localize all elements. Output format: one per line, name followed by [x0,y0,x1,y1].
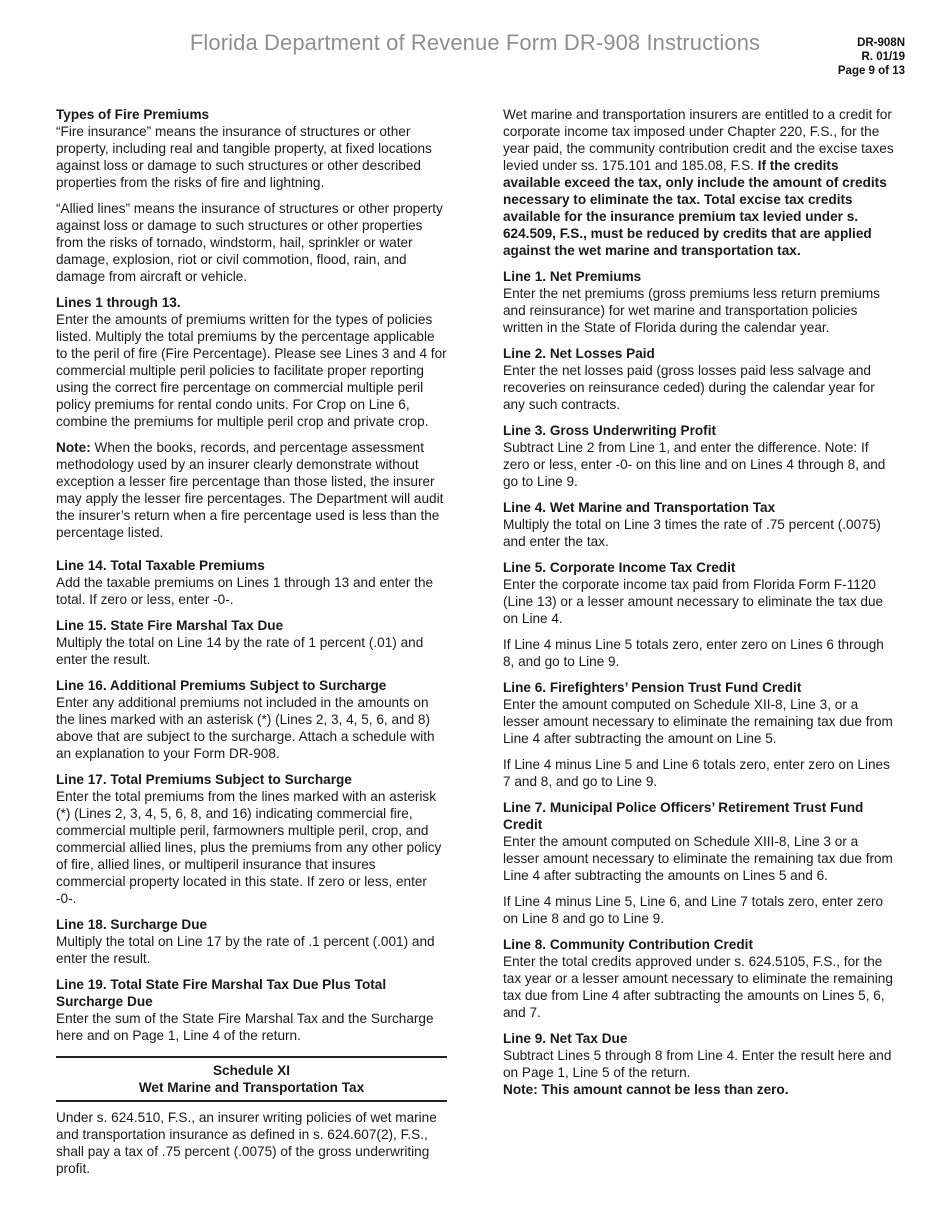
right-column [503,106,895,1107]
section-text: Enter the amount computed on Schedule XII-8, Line 3, or a lesser amount necessary to eliminate the remaining tax due from Line 4 after subtracting the amount on Line 5. [503,697,893,746]
line-15-section [56,617,447,668]
line-6-section [503,679,895,790]
section-text: Multiply the total on Line 14 by the rate of 1 percent (.01) and enter the result. [56,635,424,667]
section-heading: Line 7. Municipal Police Officers’ Retirement Trust Fund Credit [503,800,864,832]
credits-intro-paragraph [503,106,895,259]
revision-date: R. 01/19 [861,51,905,63]
section-heading: Line 5. Corporate Income Tax Credit [503,560,736,575]
schedule-title: Schedule XI [212,1063,291,1078]
schedule-subtitle: Wet Marine and Transportation Tax [138,1080,365,1095]
section-heading: Line 16. Additional Premiums Subject to Surcharge [56,678,387,693]
section-text: Enter the net losses paid (gross losses paid less salvage and recoveries on reinsurance ceded) during the calendar year for any such contracts. [503,363,875,412]
section-text-2: If Line 4 minus Line 5 totals zero, enter zero on Lines 6 through 8, and go to Line 9. [503,637,884,669]
note-bold-text: Note: This amount cannot be less than zero. [503,1082,789,1097]
section-text: Enter the amounts of premiums written for the types of policies listed. Multiply the total premiums by the percentage applicable to the peril of fire (Fire Percentage). Please see Lines 3 and 4 for commercial multiple peril policies to facilitate proper reporting using the correct fire percentage on commercial multiple peril policy premiums for rental condo units. For Crop on Line 6, combine the premiums for multiple peril crop and private crop. [56,312,447,429]
note-label: Note: [56,440,91,455]
section-heading: Lines 1 through 13. [56,295,181,310]
section-heading: Line 4. Wet Marine and Transportation Tax [503,500,776,515]
line-8-section [503,936,895,1021]
line-3-section [503,422,895,490]
section-text-2: If Line 4 minus Line 5, Line 6, and Line 7 totals zero, enter zero on Line 8 and go to Line 9. [503,894,884,926]
schedule-intro-text: Under s. 624.510, F.S., an insurer writing policies of wet marine and transportation insurance as defined in s. 624.607(2), F.S., shall pay a tax of .75 percent (.0075) of the gross underwriting profit. [56,1110,437,1176]
intro-bold-text: If the credits available exceed the tax, only include the amount of credits necessary to eliminate the tax. Total excise tax credits available for the insurance premium tax levied under s. 624.509, F.S., must be reduced by credits that are applied against the wet marine and transportation tax. [503,158,887,258]
section-text: Enter the total premiums from the lines marked with an asterisk (*) (Lines 2, 3, 4, 5, 6, 8, and 16) indicating commercial fire, commercial multiple peril, farmowners multiple peril, crop, and commercial allied lines, plus the premiums from any other policy of fire, allied lines, or multiperil insurance that insures commercial property located in this state. If zero or less, enter -0-. [56,789,442,906]
left-column [56,106,447,1177]
section-heading: Line 2. Net Losses Paid [503,346,655,361]
section-heading: Line 14. Total Taxable Premiums [56,558,265,573]
line-19-section [56,976,447,1044]
intro-text: Wet marine and transportation insurers are entitled to a credit for corporate income tax imposed under Chapter 220, F.S., for the year paid, the community contribution credit and the excise taxes levied under ss. 175.101 and 185.08, F.S. [503,107,894,173]
line-4-section [503,499,895,550]
section-text-2: If Line 4 minus Line 5 and Line 6 totals zero, enter zero on Lines 7 and 8, and go to Line 9. [503,757,890,789]
section-text: Multiply the total on Line 3 times the rate of .75 percent (.0075) and enter the tax. [503,517,881,549]
line-16-section [56,677,447,762]
section-heading: Line 19. Total State Fire Marshal Tax Due Plus Total Surcharge Due [56,977,387,1009]
section-text: Add the taxable premiums on Lines 1 through 13 and enter the total. If zero or less, enter -0-. [56,575,434,607]
section-heading: Line 3. Gross Underwriting Profit [503,423,716,438]
line-9-section [503,1030,895,1098]
section-heading: Line 17. Total Premiums Subject to Surcharge [56,772,352,787]
line-1-section [503,268,895,336]
page-title: Florida Department of Revenue Form DR-908 Instructions [189,30,761,55]
credits-intro-section [503,106,895,259]
section-heading: Line 18. Surcharge Due [56,917,208,932]
form-number: DR-908N [857,37,905,49]
section-note [503,1081,895,1098]
section-text: Subtract Line 2 from Line 1, and enter the difference. Note: If zero or less, enter -0- on this line and on Lines 4 through 8, and go to Line 9. [503,440,886,489]
form-identifier [838,36,905,78]
lines-1-13-section [56,294,447,430]
section-heading: Line 15. State Fire Marshal Tax Due [56,618,284,633]
section-text: Multiply the total on Line 17 by the rate of .1 percent (.001) and enter the result. [56,934,435,966]
line-7-section [503,799,895,927]
note-section [56,439,447,541]
fire-insurance-paragraph: “Fire insurance” means the insurance of structures or other property, including real and tangible property, at fixed locations against loss or damage to such structures or other described properties from the risks of fire and lightning. [56,124,432,190]
line-18-section [56,916,447,967]
section-heading: Types of Fire Premiums [56,107,210,122]
schedule-xi-heading [56,1056,447,1102]
types-of-fire-premiums-section [56,106,447,285]
section-text: Subtract Lines 5 through 8 from Line 4. Enter the result here and on Page 1, Line 5 of the return. [503,1048,892,1080]
section-heading: Line 1. Net Premiums [503,269,642,284]
allied-lines-paragraph: “Allied lines” means the insurance of structures or other property against loss or damage to such structures or other properties from the risks of tornado, windstorm, hail, sprinkler or water damage, explosion, riot or civil commotion, flood, rain, and damage from aircraft or vehicle. [56,201,443,284]
section-text: Enter the net premiums (gross premiums less return premiums and reinsurance) for wet marine and transportation policies written in the State of Florida during the calendar year. [503,286,880,335]
section-text: Enter the sum of the State Fire Marshal Tax and the Surcharge here and on Page 1, Line 4 of the return. [56,1011,434,1043]
section-heading: Line 8. Community Contribution Credit [503,937,753,952]
line-17-section [56,771,447,907]
line-5-section [503,559,895,670]
section-text: Enter the amount computed on Schedule XIII-8, Line 3 or a lesser amount necessary to eliminate the remaining tax due from Line 4 after subtracting the amounts on Lines 5 and 6. [503,834,893,883]
section-text: Enter the total credits approved under s. 624.5105, F.S., for the tax year or a lesser amount necessary to eliminate the remaining tax due from Line 4 after subtracting the amounts on Lines 5, 6, and 7. [503,954,893,1020]
section-heading: Line 9. Net Tax Due [503,1031,628,1046]
page-number: Page 9 of 13 [837,65,905,77]
section-text: Enter any additional premiums not included in the amounts on the lines marked with an asterisk (*) (Lines 2, 3, 4, 5, 6, and 8) above that are subject to the surcharge. Attach a schedule with an explanation to your Form DR-908. [56,695,435,761]
section-heading: Line 6. Firefighters’ Pension Trust Fund Credit [503,680,802,695]
line-2-section [503,345,895,413]
section-text: Enter the corporate income tax paid from Florida Form F-1120 (Line 13) or a lesser amount necessary to eliminate the tax due on Line 4. [503,577,884,626]
line-14-section [56,557,447,608]
note-paragraph [56,439,447,541]
note-text: When the books, records, and percentage assessment methodology used by an insurer clearly demonstrate without exception a lesser fire percentage than those listed, the insurer may apply the lesser fire percentages. The Department will audit the insurer’s return when a fire percentage used is less than the percentage listed. [56,440,444,540]
